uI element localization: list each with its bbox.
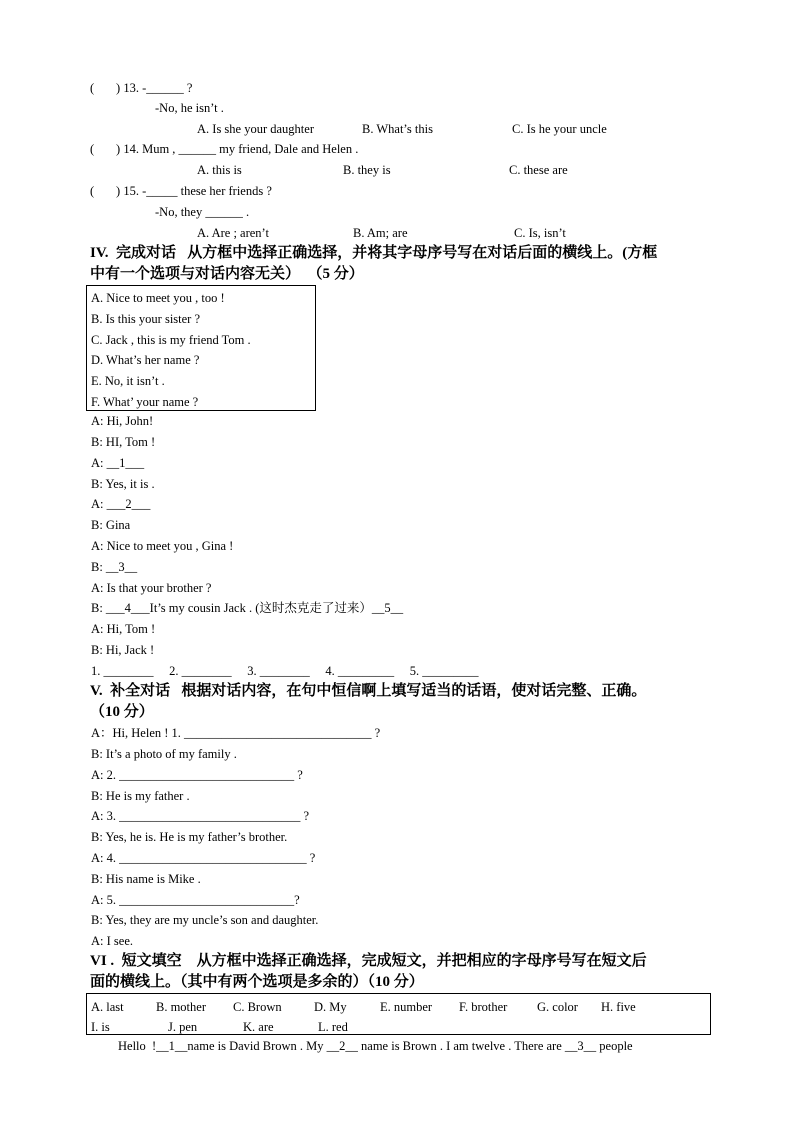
q13-reply: -No, he isn’t .: [155, 101, 224, 115]
q15-stem: ( ) 15. -_____ these her friends ?: [90, 184, 272, 198]
section6-option: A. last: [91, 1000, 124, 1014]
q15-option-c: C. Is, isn’t: [514, 226, 566, 240]
section5-dialog-line: A: 5. ____________________________?: [91, 893, 300, 907]
section4-dialog-line: A: __1___: [91, 456, 145, 470]
section4-dialog-line: B: Gina: [91, 518, 131, 532]
section4-answer-blanks: 1. ________ 2. ________ 3. ________ 4. _________ 5. _________: [91, 664, 479, 678]
q15-reply: -No, they ______ .: [155, 205, 250, 219]
section4-dialog-line: A: Hi, Tom !: [91, 622, 156, 636]
q14-option-a: A. this is: [197, 163, 242, 177]
section6-option: I. is: [91, 1020, 110, 1034]
section4-dialog-line: B: HI, Tom !: [91, 435, 156, 449]
section4-dialog-line: A: Nice to meet you , Gina !: [91, 539, 234, 553]
section5-dialog-line: B: It’s a photo of my family .: [91, 747, 237, 761]
section5-dialog-line: A: 4. ______________________________ ?: [91, 851, 316, 865]
section6-title-line1: VI . 短文填空 从方框中选择正确选择，完成短文，并把相应的字母序号写在短文后: [90, 953, 647, 969]
q14-option-b: B. they is: [343, 163, 391, 177]
q13-option-a: A. Is she your daughter: [197, 122, 314, 136]
section6-option: B. mother: [156, 1000, 206, 1014]
section5-dialog-line: A：Hi, Helen ! 1. ______________________________ ?: [91, 726, 381, 740]
section4-dialog-line: B: __3__: [91, 560, 138, 574]
section6-option: H. five: [601, 1000, 636, 1014]
section4-dialog-line: A: Hi, John!: [91, 414, 154, 428]
q14-option-c: C. these are: [509, 163, 568, 177]
section5-dialog-line: A: I see.: [91, 934, 133, 948]
section5-dialog-line: A: 3. _____________________________ ?: [91, 809, 310, 823]
section4-dialog-line: B: ___4___It’s my cousin Jack . (这时杰克走了过来）__5__: [91, 601, 404, 615]
section4-dialog-line: A: Is that your brother ?: [91, 581, 212, 595]
q15-option-b: B. Am; are: [353, 226, 408, 240]
q15-option-a: A. Are ; aren’t: [197, 226, 269, 240]
section6-option: K. are: [243, 1020, 274, 1034]
q14-stem: ( ) 14. Mum , ______ my friend, Dale and Helen .: [90, 142, 359, 156]
section5-dialog-line: B: He is my father .: [91, 789, 190, 803]
section4-option-c: C. Jack , this is my friend Tom .: [91, 333, 251, 347]
section4-title-line1: IV. 完成对话 从方框中选择正确选择，并将其字母序号写在对话后面的横线上。(方框: [90, 245, 658, 261]
section4-option-b: B. Is this your sister ?: [91, 312, 201, 326]
section4-option-f: F. What’ your name ?: [91, 395, 199, 409]
section5-dialog-line: B: Yes, they are my uncle’s son and daughter.: [91, 913, 319, 927]
section6-option: L. red: [318, 1020, 348, 1034]
section5-dialog-line: A: 2. ____________________________ ?: [91, 768, 303, 782]
section4-option-e: E. No, it isn’t .: [91, 374, 165, 388]
section6-option: F. brother: [459, 1000, 508, 1014]
section6-option: E. number: [380, 1000, 433, 1014]
section6-option: G. color: [537, 1000, 578, 1014]
q13-option-c: C. Is he your uncle: [512, 122, 607, 136]
section6-option: J. pen: [168, 1020, 198, 1034]
section6-option: D. My: [314, 1000, 347, 1014]
section6-title-line2: 面的横线上。（其中有两个选项是多余的）（10 分）: [90, 974, 424, 990]
section5-dialog-line: B: Yes, he is. He is my father’s brother.: [91, 830, 288, 844]
section5-title-line1: V. 补全对话 根据对话内容，在句中恒信啊上填写适当的话语，使对话完整、正确。: [90, 683, 647, 699]
section4-option-a: A. Nice to meet you , too !: [91, 291, 225, 305]
section4-title-line2: 中有一个选项与对话内容无关） （5 分）: [90, 266, 364, 282]
section4-option-d: D. What’s her name ?: [91, 353, 200, 367]
section5-title-line2: （10 分）: [90, 704, 154, 720]
section4-dialog-line: A: ___2___: [91, 497, 151, 511]
q13-option-b: B. What’s this: [362, 122, 433, 136]
section5-dialog-line: B: His name is Mike .: [91, 872, 201, 886]
section4-dialog-line: B: Hi, Jack !: [91, 643, 155, 657]
section6-option: C. Brown: [233, 1000, 282, 1014]
q13-stem: ( ) 13. -______ ?: [90, 81, 193, 95]
section4-dialog-line: B: Yes, it is .: [91, 477, 155, 491]
section6-passage: Hello !__1__name is David Brown . My __2__ name is Brown . I am twelve . There are __3__ people: [118, 1039, 633, 1053]
